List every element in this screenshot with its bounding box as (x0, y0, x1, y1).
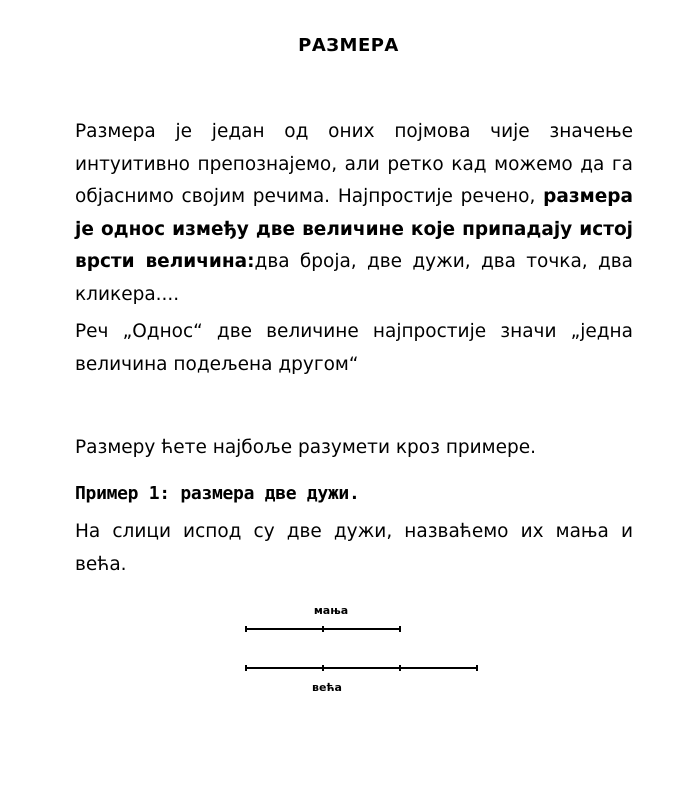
smaller-segment-label: мања (313, 604, 349, 617)
paragraph-examples-intro: Размеру ћете најбоље разумети кроз примере. (75, 437, 537, 458)
paragraph-ratio-meaning: Реч „Однос“ две величине најпростије значи „једна величина подељена другом“ (75, 321, 633, 375)
larger-segment (246, 665, 477, 671)
larger-segment-label: већа (312, 681, 342, 694)
paragraph-definition-examples: два броја, две дужи, два точка, два кликера.... (75, 251, 633, 305)
paragraph-figure-intro: На слици испод су две дужи, назваћемо их мања и већа. (75, 521, 633, 575)
page-title: РАЗМЕРА (298, 35, 399, 56)
example-heading: Пример 1: размера две дужи. (75, 483, 360, 504)
segments-figure (230, 598, 490, 698)
smaller-segment (246, 626, 400, 632)
segments-figure-svg (230, 598, 490, 698)
paragraph-definition (75, 116, 633, 311)
definition-bold: размера је однос између две величине које припадају истој врсти величина: (75, 186, 633, 272)
paragraph-definition-intro: Размера је један од оних појмова чије значење интуитивно препознајемо, али ретко кад можемо да га објаснимо својим речима. Најпростије речено, (75, 121, 633, 207)
